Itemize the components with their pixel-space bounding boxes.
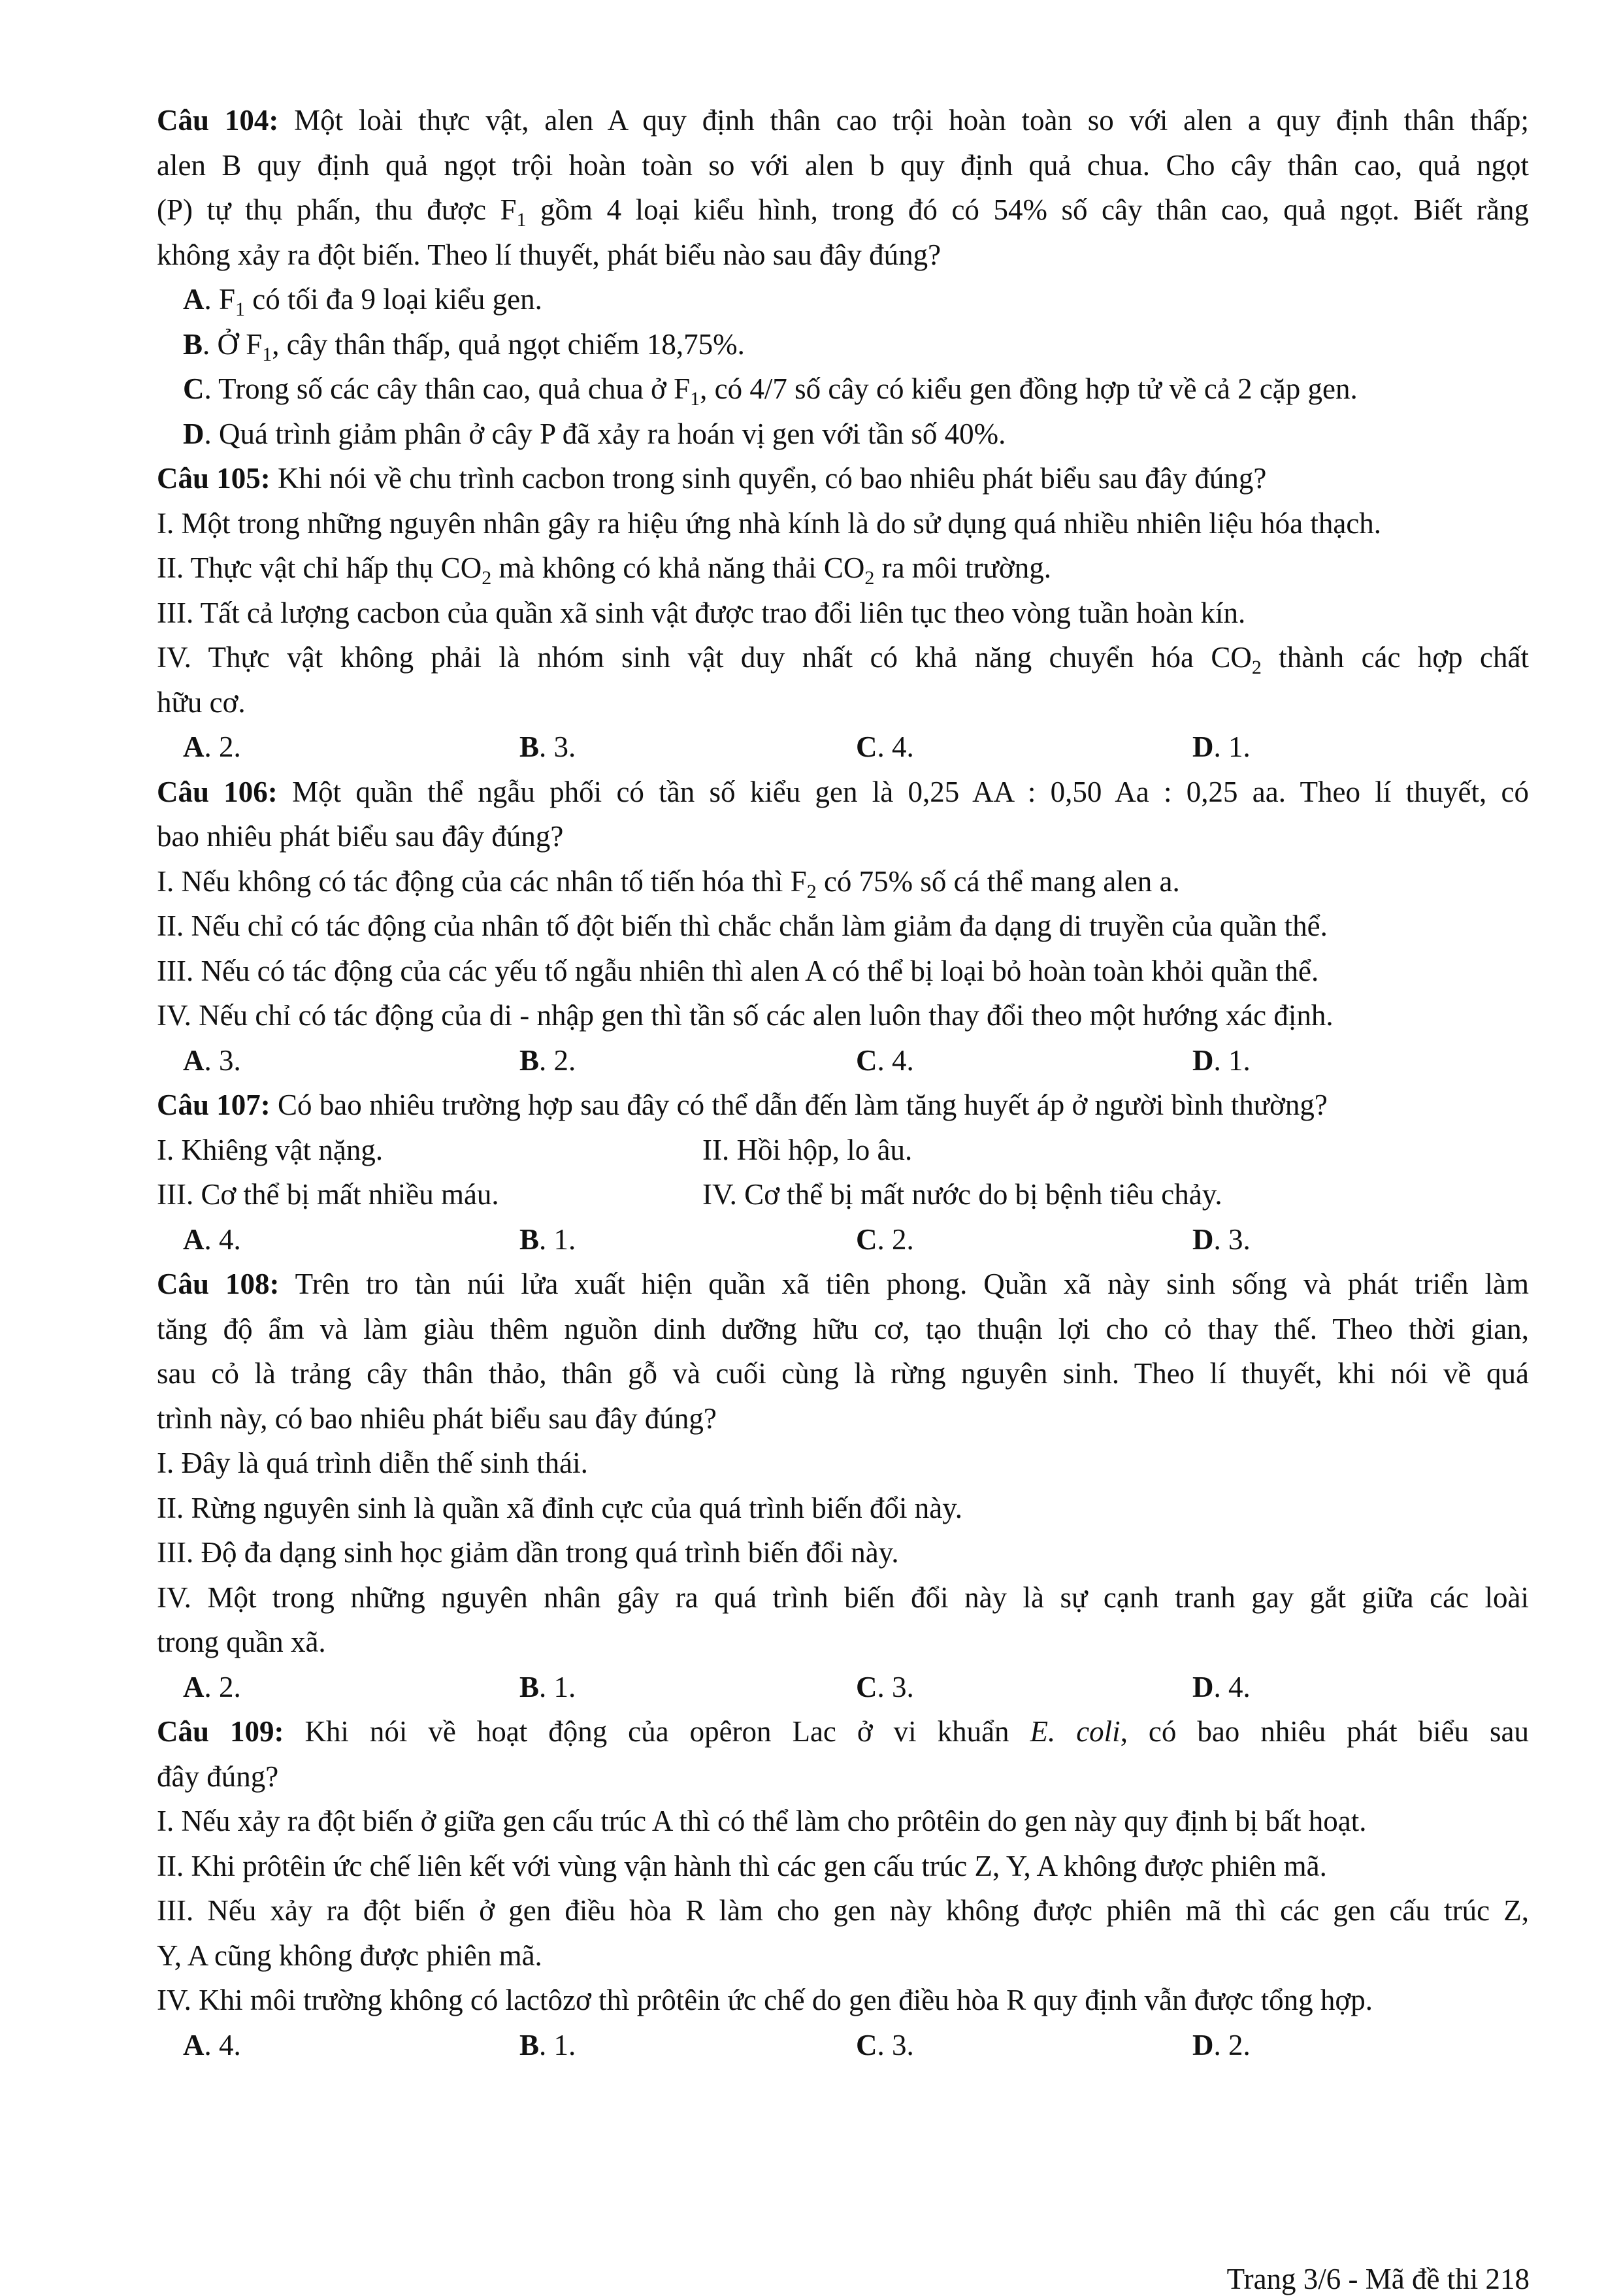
answer-c[interactable]: C. 2. [856,1222,914,1256]
question-label: Câu 108: [157,1268,280,1300]
answer-b[interactable]: B. 1. [519,2028,576,2061]
statement-1: I. Nếu không có tác động của các nhân tố tiến hóa thì $F_2$ có 75% số cá thể mang alen a. [157,864,1180,902]
question-stem: (P) tự thụ phấn, thu được $F_1$ gồm 4 loại kiểu hình, trong đó có 54% số cây thân cao, quả ngọt. Biết rằng [157,193,1529,231]
answer-c[interactable]: C. 4. [856,1043,914,1077]
statement-4: IV. Cơ thể bị mất nước do bị bệnh tiêu chảy. [702,1178,1222,1211]
question-stem: Câu 109: Khi nói về hoạt động của opêron Lac ở vi khuẩn E. coli, có bao nhiêu phát biểu sau [157,1715,1530,1748]
statement-1: I. Đây là quá trình diễn thế sinh thái. [157,1447,588,1479]
statement-4-cont: hữu cơ. [157,685,246,719]
question-stem: tăng độ ẩm và làm giàu thêm nguồn dinh dưỡng hữu cơ, tạo thuận lợi cho cỏ thay thế. Theo thời gian, [157,1312,1529,1345]
answer-options [157,2023,1529,2068]
statement-3: III. Độ đa dạng sinh học giảm dần trong quá trình biến đổi này. [157,1536,899,1569]
statement-3: III. Cơ thể bị mất nhiều máu. [157,1178,499,1211]
answer-d[interactable]: D. 1. [1192,730,1251,763]
question-stem: Câu 105: Khi nói về chu trình cacbon trong sinh quyển, có bao nhiêu phát biểu sau đây đúng? [157,462,1267,495]
option-a[interactable]: A. $F_1$ có tối đa 9 loại kiểu gen. [183,283,542,320]
statements-row-2 [157,1172,1529,1217]
question-stem: đây đúng? [157,1760,279,1793]
answer-d[interactable]: D. 4. [1192,1670,1251,1703]
question-109 [157,1709,1529,2067]
answer-a[interactable]: A. 2. [183,1670,241,1703]
statement-2: II. Nếu chỉ có tác động của nhân tố đột biến thì chắc chắn làm giảm đa dạng di truyền của quần thể. [157,910,1328,942]
statement-4-cont: trong quần xã. [157,1626,326,1658]
question-stem: Câu 106: Một quần thể ngẫu phối có tần số kiểu gen là 0,25 AA : 0,50 Aa : 0,25 aa. Theo lí thuyết, có [157,775,1529,808]
statement-2: II. Rừng nguyên sinh là quần xã đỉnh cực của quá trình biến đổi này. [157,1491,963,1524]
question-label: Câu 105: [157,462,270,495]
statement-1: I. Khiêng vật nặng. [157,1133,384,1166]
statement-3: III. Tất cả lượng cacbon của quần xã sinh vật được trao đổi liên tục theo vòng tuần hoàn kín. [157,596,1246,629]
answer-a[interactable]: A. 3. [183,1043,241,1077]
answer-a[interactable]: A. 4. [183,1222,241,1256]
statement-3-cont: Y, A cũng không được phiên mã. [157,1939,542,1972]
statement-1: I. Một trong những nguyên nhân gây ra hiệu ứng nhà kính là do sử dụng quá nhiều nhiên liệu hóa thạch. [157,506,1382,540]
statement-3: III. Nếu xảy ra đột biến ở gen điều hòa R làm cho gen này không được phiên mã thì các gen cấu trúc Z, [157,1894,1529,1927]
statement-2: II. Thực vật chỉ hấp thụ $CO_2$ mà không có khả năng thải $CO_2$ ra môi trường. [157,551,1051,589]
statement-1: I. Nếu xảy ra đột biến ở giữa gen cấu trúc A thì có thể làm cho prôtêin do gen này quy định bị bất hoạt. [157,1805,1367,1837]
question-stem: Câu 108: Trên tro tàn núi lửa xuất hiện quần xã tiên phong. Quần xã này sinh sống và phát triển làm [157,1268,1530,1300]
question-label: Câu 106: [157,775,278,808]
answer-c[interactable]: C. 4. [856,730,914,763]
statement-2: II. Hồi hộp, lo âu. [702,1133,913,1166]
exam-page [157,98,1529,2067]
page-footer: Trang 3/6 - Mã đề thi 218 [1226,2263,1530,2295]
answer-a[interactable]: A. 4. [183,2028,241,2061]
answer-b[interactable]: B. 3. [519,730,576,763]
option-b[interactable]: B. Ở $F_1$, cây thân thấp, quả ngọt chiếm 18,75%. [183,327,745,365]
statement-2: II. Khi prôtêin ức chế liên kết với vùng vận hành thì các gen cấu trúc Z, Y, A không được phiên mã. [157,1849,1327,1882]
answer-b[interactable]: B. 2. [519,1043,576,1077]
answer-d[interactable]: D. 3. [1192,1222,1251,1256]
question-stem: alen B quy định quả ngọt trội hoàn toàn so với alen b quy định quả chua. Cho cây thân cao, quả ngọt [157,148,1529,182]
question-104 [157,98,1529,456]
option-d[interactable]: D. Quá trình giảm phân ở cây P đã xảy ra hoán vị gen với tần số 40%. [183,417,1006,450]
answer-options [157,1038,1529,1083]
answer-c[interactable]: C. 3. [856,1670,914,1703]
answer-a[interactable]: A. 2. [183,730,241,763]
question-stem: không xảy ra đột biến. Theo lí thuyết, phát biểu nào sau đây đúng? [157,238,941,271]
question-stem: Câu 107: Có bao nhiêu trường hợp sau đây có thể dẫn đến làm tăng huyết áp ở người bình thường? [157,1089,1328,1121]
answer-b[interactable]: B. 1. [519,1670,576,1703]
question-stem: Câu 104: Một loài thực vật, alen A quy định thân cao trội hoàn toàn so với alen a quy định thân thấp; [157,104,1530,137]
statements-row-1 [157,1128,1529,1173]
question-stem: trình này, có bao nhiêu phát biểu sau đây đúng? [157,1402,717,1435]
question-label: Câu 107: [157,1089,270,1121]
question-108 [157,1262,1529,1709]
question-105 [157,456,1529,770]
answer-d[interactable]: D. 2. [1192,2028,1251,2061]
answer-options [157,725,1529,770]
statement-3: III. Nếu có tác động của các yếu tố ngẫu nhiên thì alen A có thể bị loại bỏ hoàn toàn khỏi quần thể. [157,954,1319,987]
answer-b[interactable]: B. 1. [519,1222,576,1256]
question-106 [157,770,1529,1083]
question-stem: bao nhiêu phát biểu sau đây đúng? [157,820,564,853]
answer-options [157,1217,1529,1262]
answer-c[interactable]: C. 3. [856,2028,914,2061]
statement-4: IV. Một trong những nguyên nhân gây ra quá trình biến đổi này là sự cạnh tranh gay gắt giữa các loài [157,1581,1529,1614]
answer-options [157,1665,1529,1710]
option-c[interactable]: C. Trong số các cây thân cao, quả chua ở $F_1$, có 4/7 số cây có kiểu gen đồng hợp tử về cả 2 cặp gen. [183,372,1358,410]
statement-4: IV. Nếu chỉ có tác động của di - nhập gen thì tần số các alen luôn thay đổi theo một hướng xác định. [157,999,1334,1032]
question-stem: sau cỏ là trảng cây thân thảo, thân gỗ và cuối cùng là rừng nguyên sinh. Theo lí thuyết, khi nói về quá [157,1357,1529,1390]
question-107 [157,1083,1529,1262]
answer-d[interactable]: D. 1. [1192,1043,1251,1077]
question-label: Câu 104: [157,104,279,137]
question-label: Câu 109: [157,1715,284,1748]
statement-4: IV. Thực vật không phải là nhóm sinh vật duy nhất có khả năng chuyển hóa $CO_2$ thành các hợp chất [157,641,1529,678]
statement-4: IV. Khi môi trường không có lactôzơ thì prôtêin ức chế do gen điều hòa R quy định vẫn được tổng hợp. [157,1984,1373,2016]
